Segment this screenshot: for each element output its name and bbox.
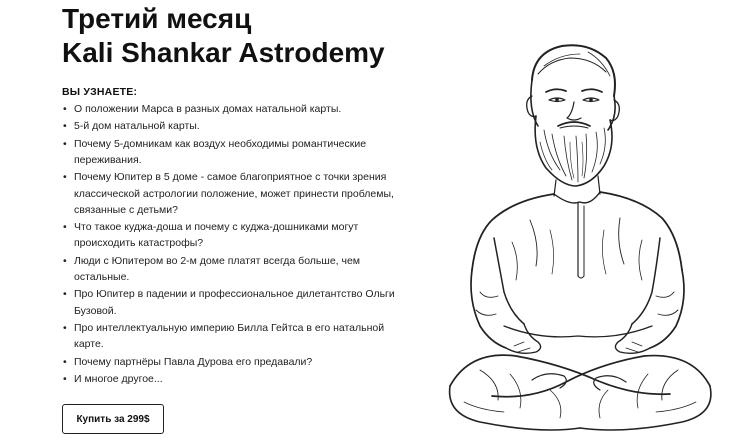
list-item: • Почему партнёры Павла Дурова его предавали? <box>62 354 398 370</box>
list-item: • Почему Юпитер в 5 доме - самое благоприятное с точки зрения классической астрологии положение, может принести проблемы, связанные с детьми? <box>62 169 398 218</box>
learn-list <box>62 101 398 388</box>
list-item: • О положении Марса в разных домах натальной карты. <box>62 101 398 117</box>
meditating-man-illustration <box>420 30 740 440</box>
title-line-2: Kali Shankar Astrodemy <box>62 37 385 68</box>
meditating-bearded-man-sketch-icon <box>420 30 740 440</box>
page-title <box>62 2 385 70</box>
list-item: • Про Юпитер в падении и профессиональное дилетантство Ольги Бузовой. <box>62 286 398 318</box>
list-item: • Почему 5-домникам как воздух необходимы романтические переживания. <box>62 136 398 168</box>
title-line-1: Третий месяц <box>62 3 252 34</box>
list-item: • И многое другое... <box>62 371 398 387</box>
list-item: • Люди с Юпитером во 2-м доме платят всегда больше, чем остальные. <box>62 253 398 285</box>
list-item: • Что такое куджа-доша и почему с куджа-дошниками могут происходить катастрофы? <box>62 219 398 251</box>
list-item: • Про интеллектуальную империю Билла Гейтса в его натальной карте. <box>62 320 398 352</box>
learn-heading: ВЫ УЗНАЕТЕ: <box>62 86 138 98</box>
list-item: • 5-й дом натальной карты. <box>62 118 398 134</box>
buy-button[interactable]: Купить за 299$ <box>62 404 164 434</box>
